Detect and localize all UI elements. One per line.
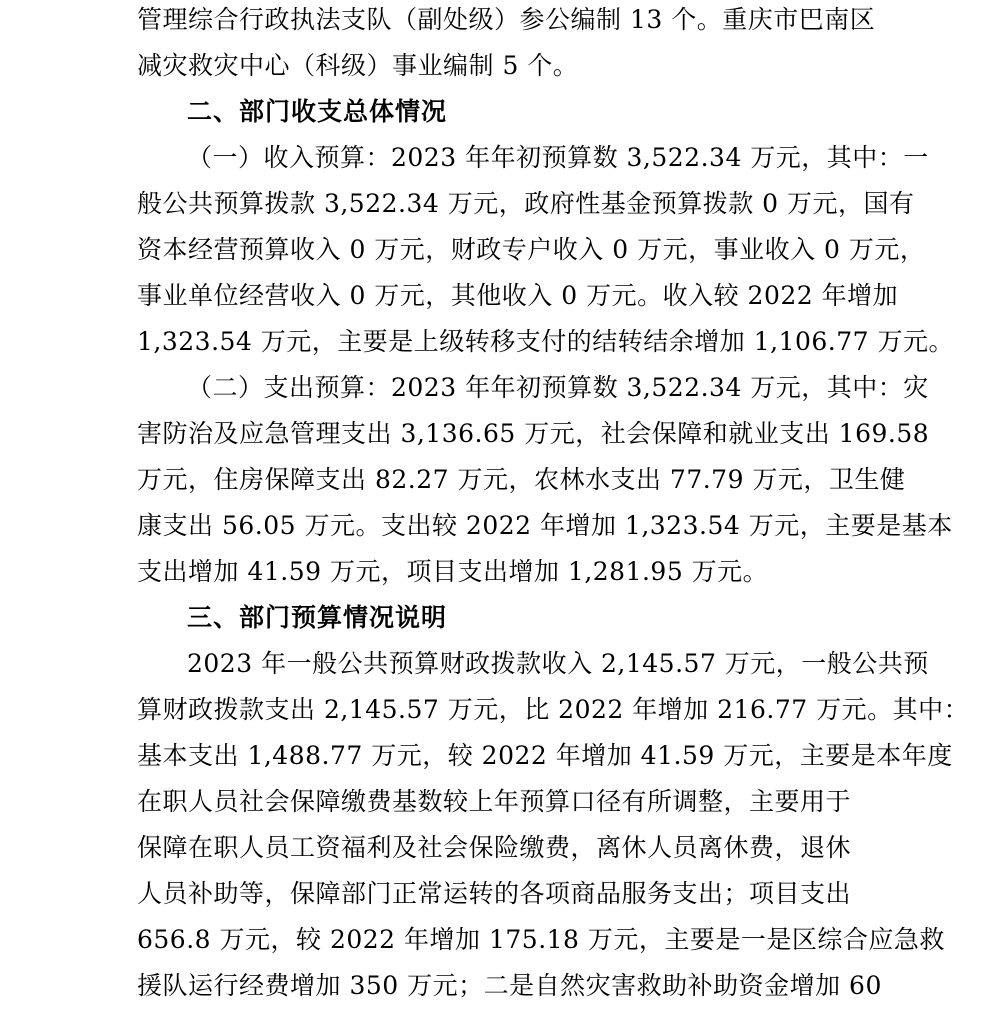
paragraph-line: 算财政拨款支出 2,145.57 万元，比 2022 年增加 216.77 万元。其中： bbox=[137, 695, 970, 724]
paragraph-line: 656.8 万元，较 2022 年增加 175.18 万元，主要是一是区综合应急救 bbox=[137, 925, 945, 954]
paragraph-line: 害防治及应急管理支出 3,136.65 万元，社会保障和就业支出 169.58 bbox=[137, 419, 930, 448]
paragraph-line: 般公共预算拨款 3,522.34 万元，政府性基金预算拨款 0 万元，国有 bbox=[137, 189, 915, 218]
paragraph-line: （一）收入预算：2023 年年初预算数 3,522.34 万元，其中：一 bbox=[187, 143, 929, 172]
paragraph-line: 减灾救灾中心（科级）事业编制 5 个。 bbox=[137, 51, 579, 80]
paragraph-line: 支出增加 41.59 万元，项目支出增加 1,281.95 万元。 bbox=[137, 557, 769, 586]
paragraph-line: 基本支出 1,488.77 万元，较 2022 年增加 41.59 万元，主要是本年度 bbox=[137, 741, 953, 770]
paragraph-line: 事业单位经营收入 0 万元，其他收入 0 万元。收入较 2022 年增加 bbox=[137, 281, 899, 310]
section-heading-2: 二、部门收支总体情况 bbox=[187, 97, 448, 126]
paragraph-line: 2023 年一般公共预算财政拨款收入 2,145.57 万元，一般公共预 bbox=[187, 649, 929, 678]
paragraph-line: 管理综合行政执法支队（副处级）参公编制 13 个。重庆市巴南区 bbox=[137, 5, 876, 34]
paragraph-line: 援队运行经费增加 350 万元；二是自然灾害救助补助资金增加 60 bbox=[137, 971, 882, 1000]
paragraph-line: 康支出 56.05 万元。支出较 2022 年增加 1,323.54 万元，主要是基本 bbox=[137, 511, 953, 540]
section-heading-3: 三、部门预算情况说明 bbox=[187, 603, 448, 632]
paragraph-line: （二）支出预算：2023 年年初预算数 3,522.34 万元，其中：灾 bbox=[187, 373, 929, 402]
paragraph-line: 人员补助等，保障部门正常运转的各项商品服务支出；项目支出 bbox=[137, 879, 852, 908]
paragraph-line: 在职人员社会保障缴费基数较上年预算口径有所调整，主要用于 bbox=[137, 787, 852, 816]
paragraph-line: 万元，住房保障支出 82.27 万元，农林水支出 77.79 万元，卫生健 bbox=[137, 465, 906, 494]
paragraph-line: 保障在职人员工资福利及社会保险缴费，离休人员离休费，退休 bbox=[137, 833, 852, 862]
paragraph-line: 资本经营预算收入 0 万元，财政专户收入 0 万元，事业收入 0 万元， bbox=[137, 235, 926, 264]
paragraph-line: 1,323.54 万元，主要是上级转移支付的结转结余增加 1,106.77 万元。 bbox=[137, 327, 954, 356]
